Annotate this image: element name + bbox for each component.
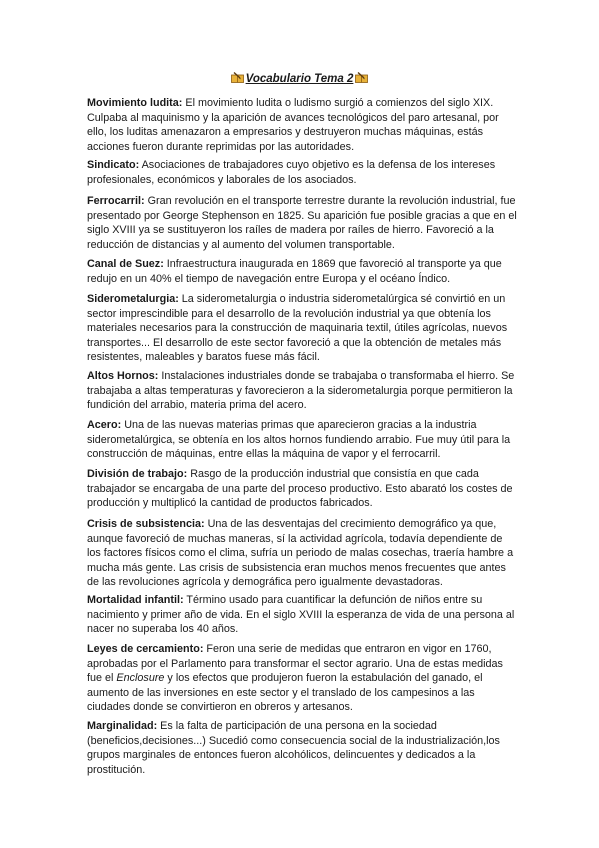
entry-term: Leyes de cercamiento: <box>87 643 204 655</box>
document-title <box>0 72 599 86</box>
entry-definition: Asociaciones de trabajadores cuyo objetivo es la defensa de los intereses profesionales, económicos y laborales de los asociados. <box>87 159 496 186</box>
book-pencil-icon <box>231 72 244 83</box>
entry-definition: El movimiento ludita o ludismo surgió a comienzos del siglo XIX. Culpaba al maquinismo y la aparición de avances tecnológicos del paro artesanal, por ello, los luditas amenazaron a empresarios y destruyeron muchas máquinas, estás acciones fueron durante reprimidas por las autoridades. <box>87 97 499 153</box>
book-pencil-icon <box>355 72 368 83</box>
entry-mortalidad-infantil <box>87 593 519 637</box>
entry-definition: Gran revolución en el transporte terrestre durante la revolución industrial, fue presentado por George Stephenson en 1825. Su aparición fue posible gracias a que en el siglo XVIII ya se sustituyeron los raíles de madera por raíles de hierro. Favoreció a la reducción de distancias y al aumento del volumen transportable. <box>87 195 517 251</box>
entry-term: Marginalidad: <box>87 720 158 732</box>
entry-term: División de trabajo: <box>87 468 188 480</box>
title-text: Vocabulario Tema 2 <box>245 73 354 85</box>
entry-crisis-de-subsistencia <box>87 517 519 590</box>
entry-definition: Es la falta de participación de una persona en la sociedad (beneficios,decisiones...) Sucedió como consecuencia social de la industrialización,los grupos marginales de entonces fueron alcohólicos, delincuentes y dedicados a la prostitución. <box>87 720 500 776</box>
entry-movimiento-ludita <box>87 96 519 154</box>
entry-canal-de-suez <box>87 257 519 286</box>
entry-definition: Feron una serie de medidas que entraron en vigor en 1760, aprobadas por el Parlamento para transformar el sector agrario. Una de estas medidas fue el <box>87 643 503 685</box>
entry-ferrocarril <box>87 194 519 252</box>
entry-definition: Rasgo de la producción industrial que consistía en que cada trabajador se encargaba de una parte del proceso productivo. Esto abarató los costes de producción y multiplicó la cantidad de productos fabricados. <box>87 468 513 510</box>
entry-definition: y los efectos que produjeron fueron la estabulación del ganado, el aumento de las inversiones en este sector y el translado de los campesinos a las ciudades donde se convirtieron en obreros y artesanos. <box>87 672 483 714</box>
entry-sindicato <box>87 158 519 187</box>
entry-marginalidad <box>87 719 519 777</box>
entry-term: Mortalidad infantil: <box>87 594 184 606</box>
entry-term: Acero: <box>87 419 122 431</box>
entry-division-de-trabajo <box>87 467 519 511</box>
entry-term: Ferrocarril: <box>87 195 145 207</box>
entry-term: Movimiento ludita: <box>87 97 183 109</box>
entry-term: Altos Hornos: <box>87 370 159 382</box>
entry-term: Siderometalurgia: <box>87 293 179 305</box>
entry-definition: Infraestructura inaugurada en 1869 que favoreció al transporte ya que redujo en un 40% el tiempo de navegación entre Europa y el océano Índico. <box>87 258 502 285</box>
entry-altos-hornos <box>87 369 519 413</box>
entry-definition: Una de las nuevas materias primas que aparecieron gracias a la industria siderometalúrgica, se obtenía en los altos hornos fundiendo arrabio. Fue muy útil para la construcción de máquinas, entre ellas la máquina de vapor y el ferrocarril. <box>87 419 511 461</box>
entry-siderometalurgia <box>87 292 519 365</box>
entry-acero <box>87 418 519 462</box>
entry-definition: Una de las desventajas del crecimiento demográfico ya que, aunque favoreció de muchas maneras, sí la actividad agrícola, todavía dependiente de los factores físicos como el clima, sufría un periodo de malas cosechas, traería hambre a mucha más gente. Las crisis de subsistencia eran muchos menos frecuentes que antes de las revoluciones agrícola y demográfica pero igualmente devastadoras. <box>87 518 514 589</box>
entry-term: Sindicato: <box>87 159 140 171</box>
entry-term: Canal de Suez: <box>87 258 164 270</box>
entry-leyes-de-cercamiento <box>87 642 519 715</box>
entry-definition-italic: Enclosure <box>116 672 165 685</box>
entry-definition: La siderometalurgia o industria siderometalúrgica sé convirtió en un sector imprescindible para el desarrollo de la revolución industrial ya que obtenía los materiales necesarios para la construcción de maquinaria textil, útiles agrícolas, nuevos transportes... El desarrollo de este sector favoreció a que la obtención de metales más resistentes, maleables y baratos fuese más fácil. <box>87 293 508 364</box>
entry-term: Crisis de subsistencia: <box>87 518 205 530</box>
entry-definition: Término usado para cuantificar la defunción de niños entre su nacimiento y primer año de vida. En el siglo XVIII la esperanza de vida de una persona al nacer no superaba los 40 años. <box>87 594 515 636</box>
entry-definition: Instalaciones industriales donde se trabajaba o transformaba el hierro. Se trabajaba a altas temperaturas y favorecieron a la siderometalurgia porque permitieron la fundición del arrabio, materia prima del acero. <box>87 370 515 412</box>
